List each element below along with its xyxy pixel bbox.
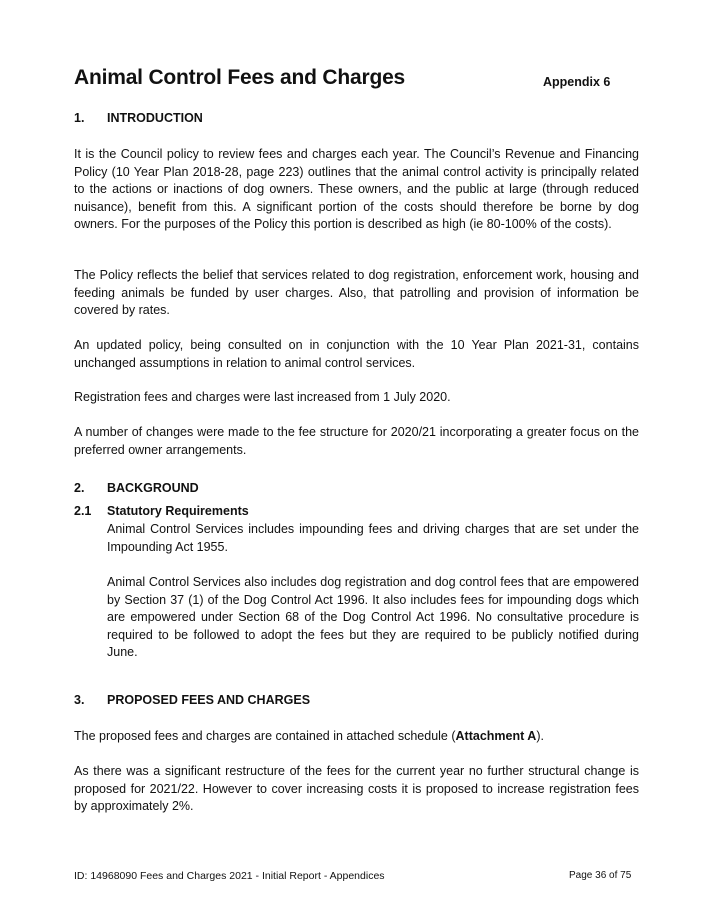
section-1-heading <box>74 111 203 125</box>
section-2-heading <box>74 481 199 495</box>
proposed-text-before: The proposed fees and charges are contained in attached schedule ( <box>74 729 456 743</box>
intro-paragraph-4: Registration fees and charges were last increased from 1 July 2020. <box>74 390 451 404</box>
footer-page-number: Page 36 of 75 <box>569 870 632 881</box>
intro-paragraph-5: A number of changes were made to the fee structure for 2020/21 incorporating a greater focus on the preferred owner arrangements. <box>74 425 639 457</box>
intro-paragraph-2: The Policy reflects the belief that services related to dog registration, enforcement work, housing and feeding animals be funded by user charges. Also, that patrolling and provision of information be covered by rates. <box>74 268 639 317</box>
subsection-number: 2.1 <box>74 504 92 518</box>
background-paragraph-1: Animal Control Services includes impounding fees and driving charges that are set under the Impounding Act 1955. <box>107 522 639 554</box>
subsection-title: Statutory Requirements <box>107 504 249 518</box>
attachment-reference: Attachment A <box>455 729 537 743</box>
appendix-label: Appendix 6 <box>543 75 611 89</box>
background-paragraph-2: Animal Control Services also includes dog registration and dog control fees that are empowered by Section 37 (1) of the Dog Control Act 1996. It also includes fees for impounding dogs which are empowered under Section 68 of the Dog Control Act 1996. No consultative procedure is required to be followed to adopt the fees but they are required to be publicly notified during June. <box>107 575 639 659</box>
intro-paragraph-3: An updated policy, being consulted on in conjunction with the 10 Year Plan 2021-31, contains unchanged assumptions in relation to animal control services. <box>74 338 639 370</box>
section-title: PROPOSED FEES AND CHARGES <box>107 693 311 707</box>
proposed-text-after: ). <box>536 729 544 743</box>
section-title: BACKGROUND <box>107 481 199 495</box>
page-title: Animal Control Fees and Charges <box>74 66 406 89</box>
intro-paragraph-1: It is the Council policy to review fees and charges each year. The Council’s Revenue and Financing Policy (10 Year Plan 2018-28, page 223) outlines that the animal control activity is principally related to the actions or inactions of dog owners. These owners, and the public at large (through reduced nuisance), benefit from this. A significant portion of the costs should therefore be borne by dog owners. For the purposes of the Policy this portion is described as high (ie 80-100% of the costs). <box>74 147 639 231</box>
section-3-heading <box>74 693 310 707</box>
proposed-paragraph-2: As there was a significant restructure of the fees for the current year no further structural change is proposed for 2021/22. However to cover increasing costs it is proposed to increase registration fees by approximately 2%. <box>74 764 639 813</box>
section-number: 2. <box>74 481 85 495</box>
section-number: 3. <box>74 693 85 707</box>
footer-document-id: ID: 14968090 Fees and Charges 2021 - Initial Report - Appendices <box>74 870 385 882</box>
section-title: INTRODUCTION <box>107 111 203 125</box>
proposed-paragraph-1 <box>74 728 639 746</box>
subsection-2-1-heading <box>74 504 249 518</box>
section-number: 1. <box>74 111 85 125</box>
